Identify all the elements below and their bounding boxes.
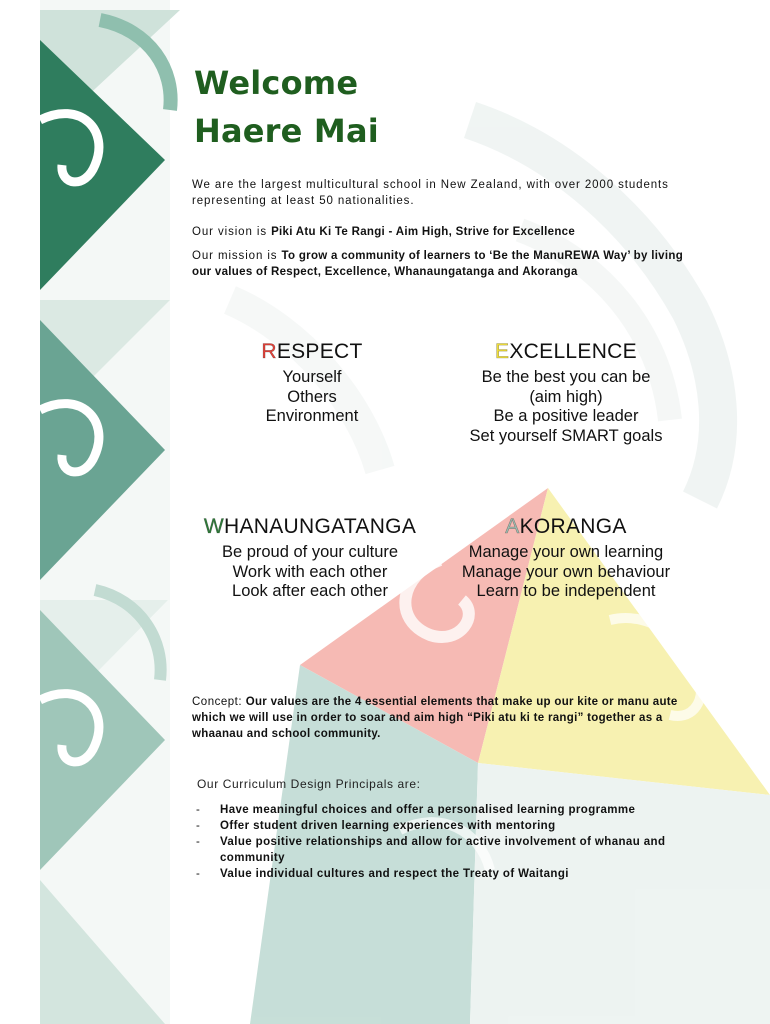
value-heading-rest: ESPECT bbox=[276, 340, 363, 363]
list-item bbox=[196, 802, 696, 818]
vision-statement bbox=[192, 224, 700, 240]
value-initial: E bbox=[495, 340, 510, 363]
list-item-text: Value individual cultures and respect the Treaty of Waitangi bbox=[220, 868, 569, 880]
list-item-text: Offer student driven learning experiences with mentoring bbox=[220, 820, 556, 832]
value-whanaungatanga bbox=[180, 515, 440, 602]
value-heading bbox=[436, 340, 696, 364]
vision-text: Piki Atu Ki Te Rangi - Aim High, Strive for Excellence bbox=[271, 226, 576, 238]
value-initial: W bbox=[203, 515, 224, 538]
mission-statement bbox=[192, 248, 700, 280]
value-line: (aim high) bbox=[529, 387, 603, 406]
vision-prefix: Our vision is bbox=[192, 226, 272, 238]
value-initial: R bbox=[261, 340, 277, 363]
value-line: Manage your own behaviour bbox=[461, 562, 671, 581]
list-item bbox=[196, 834, 696, 866]
value-heading bbox=[182, 340, 442, 364]
value-respect bbox=[182, 340, 442, 427]
concept-paragraph bbox=[192, 694, 688, 742]
mission-prefix: Our mission is bbox=[192, 250, 282, 262]
value-heading-rest: XCELLENCE bbox=[509, 340, 637, 363]
intro-paragraph: We are the largest multicultural school in New Zealand, with over 2000 students representing at least 50 nationalities. bbox=[192, 179, 669, 207]
value-akoranga bbox=[436, 515, 696, 602]
value-excellence bbox=[436, 340, 696, 446]
mission-text: To grow a community of learners to ‘Be the ManuREWA Way’ by living our values of Respect, Excellence, Whanaungatanga and Akoranga bbox=[192, 250, 684, 278]
value-line: Be proud of your culture bbox=[221, 543, 399, 561]
value-line: Be the best you can be bbox=[481, 368, 651, 386]
value-line: Be a positive leader bbox=[493, 407, 639, 425]
curriculum-list bbox=[196, 802, 696, 882]
value-line: Set yourself SMART goals bbox=[469, 426, 663, 445]
list-item bbox=[196, 818, 696, 834]
value-line: Manage your own learning bbox=[468, 543, 664, 561]
value-heading bbox=[180, 515, 440, 539]
value-heading bbox=[436, 515, 696, 539]
concept-text: Our values are the 4 essential elements that make up our kite or manu aute which we will use in order to soar and aim high “Piki atu ki te rangi” together as a whaanau and school community. bbox=[192, 696, 678, 740]
value-heading-rest: KORANGA bbox=[519, 515, 627, 538]
value-line: Learn to be independent bbox=[476, 582, 656, 600]
list-dash: - bbox=[196, 868, 201, 880]
list-dash: - bbox=[196, 820, 201, 832]
title-welcome: Welcome bbox=[194, 64, 359, 102]
curriculum-heading: Our Curriculum Design Principals are: bbox=[197, 777, 421, 791]
list-item-text: Value positive relationships and allow for active involvement of whanau and community bbox=[220, 836, 666, 864]
value-line: Environment bbox=[265, 407, 359, 425]
list-dash: - bbox=[196, 836, 201, 848]
value-line: Work with each other bbox=[232, 562, 388, 581]
value-heading-rest: HANAUNGATANGA bbox=[223, 515, 417, 538]
title-haere-mai: Haere Mai bbox=[194, 112, 379, 150]
list-item-text: Have meaningful choices and offer a personalised learning programme bbox=[220, 804, 636, 816]
list-item bbox=[196, 866, 696, 882]
value-line: Others bbox=[287, 387, 337, 406]
concept-prefix: Concept: bbox=[192, 696, 246, 708]
value-initial: A bbox=[505, 515, 520, 538]
value-line: Yourself bbox=[282, 368, 342, 386]
list-dash: - bbox=[196, 804, 201, 816]
value-line: Look after each other bbox=[232, 582, 388, 600]
